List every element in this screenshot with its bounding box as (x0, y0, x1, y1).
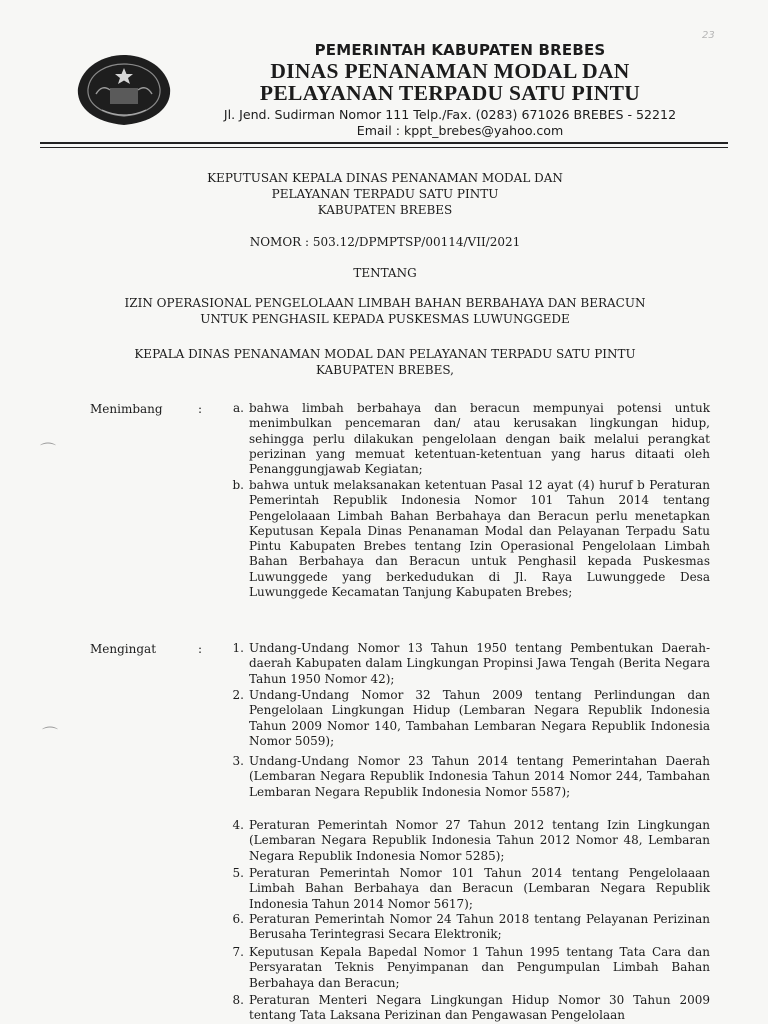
menimbang-item-b (220, 478, 710, 600)
agency-email: Email : kppt_brebes@yahoo.com (356, 123, 564, 138)
item-text: bahwa limbah berbahaya dan beracun mempunyai potensi untuk menimbulkan pencemaran dan/ atau kerusakan lingkungan hidup, sehingga perlu dilakukan pengelolaan dengan baik melalui perangkat perizinan yang memuat ketentuan-ketentuan yang harus ditaati oleh Penanggungjawab Kegiatan; (249, 401, 710, 477)
corner-mark: 23 (702, 30, 715, 41)
mengingat-colon: : (198, 642, 203, 656)
decree-about-heading: TENTANG (353, 266, 417, 280)
item-marker: 6. (232, 912, 244, 926)
decree-title (60, 170, 710, 218)
item-marker: 4. (232, 818, 244, 832)
letterhead-rule-thin (40, 147, 728, 148)
mengingat-label: Mengingat (90, 642, 157, 656)
mengingat-item-1 (220, 641, 710, 687)
item-marker: 8. (232, 993, 244, 1007)
agency-name-line2: PELAYANAN TERPADU SATU PINTU (259, 81, 641, 105)
scan-mark-left-lower: ⌒ (42, 725, 59, 744)
government-name: PEMERINTAH KABUPATEN BREBES (314, 41, 606, 59)
menimbang-label: Menimbang (90, 402, 163, 416)
mengingat-item-7 (220, 945, 710, 991)
agency-address: Jl. Jend. Sudirman Nomor 111 Telp./Fax. (0283) 671026 BREBES - 52212 (223, 107, 677, 122)
item-text: Keputusan Kepala Bapedal Nomor 1 Tahun 1995 tentang Tata Cara dan Persyaratan Teknis Penyimpanan dan Pengumpulan Limbah Bahan Berbahaya dan Beracun; (249, 945, 710, 990)
mengingat-item-6 (220, 912, 710, 943)
item-text: Undang-Undang Nomor 13 Tahun 1950 tentang Pembentukan Daerah-daerah Kabupaten dalam Lingkungan Propinsi Jawa Tengah (Berita Negara Tahun 1950 Nomor 42); (249, 641, 710, 686)
item-marker: 5. (232, 866, 244, 880)
item-marker: b. (232, 478, 244, 492)
item-text: Undang-Undang Nomor 23 Tahun 2014 tentang Pemerintahan Daerah (Lembaran Negara Republik Indonesia Tahun 2014 Nomor 244, Tambahan Lembaran Negara Republik Indonesia Nomor 5587); (249, 754, 710, 799)
mengingat-item-3 (220, 754, 710, 800)
scan-mark-left-upper: ⌒ (40, 441, 57, 460)
mengingat-item-8 (220, 993, 710, 1024)
agency-name-line1: DINAS PENANAMAN MODAL DAN (270, 59, 630, 83)
decree-subject (60, 295, 710, 327)
issuer-heading-line2: KABUPATEN BREBES, (316, 363, 454, 377)
letterhead-rule-thick (40, 142, 728, 144)
issuer-heading-line1: KEPALA DINAS PENANAMAN MODAL DAN PELAYANAN TERPADU SATU PINTU (134, 347, 636, 361)
mengingat-item-4 (220, 818, 710, 864)
item-marker: 3. (232, 754, 244, 768)
item-text: Undang-Undang Nomor 32 Tahun 2009 tentang Perlindungan dan Pengelolaan Lingkungan Hidup (Lembaran Negara Republik Indonesia Tahun 2009 Nomor 140, Tambahan Lembaran Negara Republik Indonesia Nomor 5059); (249, 688, 710, 748)
item-marker: 7. (232, 945, 244, 959)
decree-title-line3: KABUPATEN BREBES (317, 203, 453, 217)
decree-title-line2: PELAYANAN TERPADU SATU PINTU (271, 187, 499, 201)
item-text: bahwa untuk melaksanakan ketentuan Pasal 12 ayat (4) huruf b Peraturan Pemerintah Republik Indonesia Nomor 101 Tahun 2014 tentang Pengelolaaan Limbah Bahan Berbahaya dan Beracun perlu menetapkan Keputusan Kepala Dinas Penanaman Modal dan Pelayanan Terpadu Satu Pintu Kabupaten Brebes tentang Izin Operasional Pengelolaan Limbah Bahan Berbahaya dan Beracun untuk Penghasil kepada Puskesmas Luwunggede yang berkedudukan di Jl. Raya Luwunggede Desa Luwunggede Kecamatan Tanjung Kabupaten Brebes; (249, 478, 710, 600)
item-text: Peraturan Menteri Negara Lingkungan Hidup Nomor 30 Tahun 2009 tentang Tata Laksana Perizinan dan Pengawasan Pengelolaan (249, 993, 710, 1023)
menimbang-colon: : (198, 402, 203, 416)
mengingat-item-5 (220, 866, 710, 912)
decree-subject-line1: IZIN OPERASIONAL PENGELOLAAN LIMBAH BAHAN BERBAHAYA DAN BERACUN (124, 296, 646, 310)
issuer-heading (60, 346, 710, 378)
mengingat-item-2 (220, 688, 710, 749)
item-marker: 1. (232, 641, 244, 655)
item-text: Peraturan Pemerintah Nomor 101 Tahun 2014 tentang Pengelolaaan Limbah Bahan Berbahaya dan Beracun (Lembaran Negara Republik Indonesia Tahun 2014 Nomor 5617); (249, 866, 710, 911)
regency-emblem-icon (74, 52, 174, 128)
decree-number: NOMOR : 503.12/DPMPTSP/00114/VII/2021 (249, 235, 521, 249)
item-marker: 2. (232, 688, 244, 702)
letterhead (180, 40, 720, 139)
item-text: Peraturan Pemerintah Nomor 24 Tahun 2018 tentang Pelayanan Perizinan Berusaha Terintegrasi Secara Elektronik; (249, 912, 710, 942)
item-marker: a. (233, 401, 244, 415)
decree-subject-line2: UNTUK PENGHASIL KEPADA PUSKESMAS LUWUNGGEDE (200, 312, 570, 326)
decree-title-line1: KEPUTUSAN KEPALA DINAS PENANAMAN MODAL DAN (207, 171, 563, 185)
menimbang-item-a (220, 401, 710, 477)
item-text: Peraturan Pemerintah Nomor 27 Tahun 2012 tentang Izin Lingkungan (Lembaran Negara Republik Indonesia Tahun 2012 Nomor 48, Lembaran Negara Republik Indonesia Nomor 5285); (249, 818, 710, 863)
